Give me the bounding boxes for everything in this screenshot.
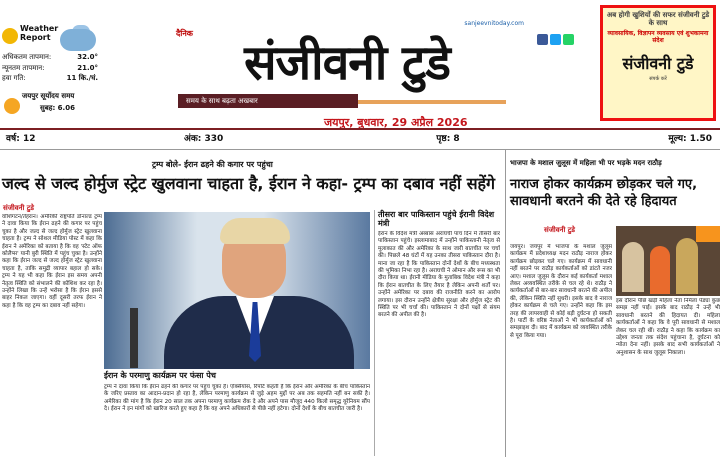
masthead-url[interactable]: sanjeevnitoday.com: [464, 20, 524, 27]
lead-kicker: ट्रम्प बोले- ईरान ढहने की कगार पर पहुंचा: [152, 160, 273, 169]
right-headline[interactable]: नाराज होकर कार्यक्रम छोड़कर चले गए, सावधानी बरतने की देते रहे हिदायत: [510, 177, 698, 209]
brand-area: [176, 18, 574, 129]
right-kicker: भाजपा के मशाल जुलूस में महिला भी पर भड़के मदन राठौड़: [510, 159, 662, 167]
side-story: [374, 210, 500, 456]
ad-mid-text: व्यावसायिक, विज्ञापन व्यवसाय एवं शुभकामना संदेश: [607, 30, 709, 44]
sunrise-value: सुबह: 6.06: [40, 103, 75, 112]
lead-bottom-text: ट्रम्प ने दावा किया कि ईरान ढहने की कगार पर पहुंच चुका है। एक्सियॉस, रिपोर्ट कहती है कि ईरान और अमेरिका के बीच पाकिस्तान के जरिए प्रस्ताव का आदान-प्रदान हो रहा है, लेकिन परमाणु कार्यक्रम से जुड़े अहम मुद्दों पर अब तक सहमति नहीं बन सकी है। अमेरिका की मांग है कि ईरान 20 साल तक अपना परमाणु कार्यक्रम रोक दे और अपने पास मौजूद 440 किलो समृद्ध यूरेनियम सौंप दे। ईरान ने इन मांगों को खारिज करते हुए कहा है कि वह अपने अधिकारों से पीछे नहीं हटेगा। दोनों देशों के बीच बातचीत जारी है।: [104, 384, 370, 413]
ad-top-text: अब होगी खुशियों की सफर संजीवनी टुडे के साथ: [606, 11, 710, 27]
weather-row-wind: हवा गति: 11 कि./घं.: [2, 74, 98, 82]
lead-column-1: वॉशिंगटन/तेहरान। अमेरिकी राष्ट्रपति डोनाल्ड ट्रम्प ने दावा किया कि ईरान ढहने की कगार पर पहुंच चुका है और जल्द से जल्द होर्मुज स्ट्रेट खुलवाना चाहता है। ट्रम्प ने सोशल मीडिया पोस्ट में कहा कि ईरान ने अमेरिका को बताया है कि वह 'स्टेट ऑफ कोलैप्स' यानी बुरी स्थिति में पहुंच चुका है। उन्होंने कहा कि ईरान जल्द से जल्द होर्मुज स्ट्रेट खुलवाना चाहता है, ताकि समुद्री व्यापार बहाल हो सके। ट्रम्प ने यह भी कहा कि ईरान इस समय अपनी नेतृत्व स्थिति को संभालने की कोशिश कर रहा है। उन्होंने लिखा कि उन्हें भरोसा है कि ईरान इससे बाहर निकल जाएगा। वहीं दूसरी तरफ ईरान ने कहा है कि वह ट्रम्प का दबाव नहीं सहेगा।: [2, 214, 102, 309]
right-photo: [616, 226, 720, 296]
advertisement-box[interactable]: [600, 5, 716, 121]
facebook-icon[interactable]: [537, 34, 548, 45]
side-story-headline[interactable]: तीसरा बार पाकिस्तान पहुंचे ईरानी विदेश मंत्री: [378, 210, 495, 228]
sunrise-label: जयपुर सूर्योदय समय: [22, 91, 75, 100]
dateline: जयपुर, बुधवार, 29 अप्रैल 2026: [324, 116, 468, 129]
lead-story: [0, 152, 502, 457]
ad-brand-name: संजीवनी टुडे: [622, 54, 694, 73]
info-price: मूल्य: 1.50: [668, 134, 712, 144]
masthead-prefix: दैनिक: [176, 29, 193, 38]
info-year: वर्ष: 12: [6, 134, 36, 144]
right-body-1: जयपुर। जयपुर में भाजपा के मशाल जुलूस कार्यक्रम में प्रदेशाध्यक्ष मदन राठौड़ नाराज होकर कार्यक्रम छोड़कर चले गए। कार्यक्रम में सावधानी नहीं बरतने पर राठौड़ कार्यकर्ताओं को डांटते नजर आए। मशाल जुलूस के दौरान कई कार्यकर्ता मशाल लेकर अव्यवस्थित तरीके से चल रहे थे। राठौड़ ने कार्यकर्ताओं से बार-बार सावधानी बरतने की अपील की, लेकिन स्थिति नहीं सुधरी। इसके बाद वे नाराज होकर कार्यक्रम से चले गए। उन्होंने कहा कि इस तरह की लापरवाही से कोई बड़ी दुर्घटना हो सकती है। पार्टी के वरिष्ठ नेताओं ने भी कार्यकर्ताओं को समझाइश दी। बाद में कार्यक्रम को व्यवस्थित तरीके से पूरा किया गया।: [510, 244, 612, 339]
right-byline: संजीवनी टुडे: [544, 226, 576, 234]
sun-icon: [2, 28, 18, 44]
masthead-name: संजीवनी टुडे: [244, 35, 450, 91]
tagline-bar: [358, 100, 506, 104]
weather-row-max: अधिकतम तापमान: 32.0°: [2, 53, 98, 61]
lead-headline[interactable]: जल्द से जल्द होर्मुज स्ट्रेट खुलवाना चाहता है, ईरान ने कहा- ट्रम्प का दबाव नहीं सहेंगे: [2, 174, 496, 193]
lead-byline: संजीवनी टुडे: [3, 204, 35, 212]
twitter-icon[interactable]: [550, 34, 561, 45]
cloud-icon: [60, 29, 96, 51]
microphone-icon: [130, 308, 138, 368]
ad-bottom-text: संपर्क करें: [649, 76, 667, 82]
info-bar: [0, 128, 720, 150]
right-body-2: इस दौरान पीछे खड़ी महिला नेता निर्मला पँड्या कुछ समझ नहीं पाईं। इसके बाद राठौड़ ने उन्हें भी सावधानी बरतने की हिदायत दी। महिला कार्यकर्ताओं ने कहा कि वे पूरी सावधानी से मशाल लेकर चल रही थीं। राठौड़ ने कहा कि कार्यक्रम का उद्देश्य जनता तक संदेश पहुंचाना है, दुर्घटना को न्योता देना नहीं। इसके बाद सभी कार्यकर्ताओं ने अनुशासन के साथ जुलूस निकाला।: [616, 298, 720, 356]
info-pages: पृष्ठ: 8: [436, 134, 460, 144]
masthead-header: [0, 0, 720, 128]
lead-subhead: ईरान के परमाणु कार्यक्रम पर फंसा पेच: [104, 371, 216, 380]
right-story: [505, 150, 720, 457]
masthead-tagline: समय के साथ बढ़ता अखबार: [178, 94, 358, 108]
info-issue: अंक: 330: [184, 134, 224, 144]
sunrise-icon: [4, 98, 20, 114]
social-icons: [537, 34, 574, 45]
side-story-body: ईरान के विदेश मंत्री अब्बास अराघची पांच दिन में तीसरी बार पाकिस्तान पहुंचे। इस्लामाबाद में उन्होंने पाकिस्तानी नेतृत्व से मुलाकात की और अमेरिका के साथ जारी बातचीत पर चर्चा की। पिछले 48 घंटों में यह उनका तीसरा पाकिस्तान दौरा है। माना जा रहा है कि पाकिस्तान दोनों देशों के बीच मध्यस्थता की भूमिका निभा रहा है। अराघची ने ओमान और रूस का भी दौरा किया था। ईरानी मीडिया के मुताबिक विदेश मंत्री ने कहा कि ईरान बातचीत के लिए तैयार है लेकिन अपनी शर्तों पर। उन्होंने अमेरिका पर दबाव की राजनीति करने का आरोप लगाया। इस दौरान उन्होंने क्षेत्रीय सुरक्षा और होर्मुज स्ट्रेट की स्थिति पर भी चर्चा की। पाकिस्तान ने दोनों पक्षों से संयम बरतने की अपील की है।: [378, 231, 500, 319]
weather-report: [2, 24, 100, 126]
weather-title: Weather Report: [20, 24, 59, 42]
weather-row-min: न्यूनतम तापमान: 21.0°: [2, 63, 98, 72]
whatsapp-icon[interactable]: [563, 34, 574, 45]
lead-photo: [104, 212, 370, 369]
